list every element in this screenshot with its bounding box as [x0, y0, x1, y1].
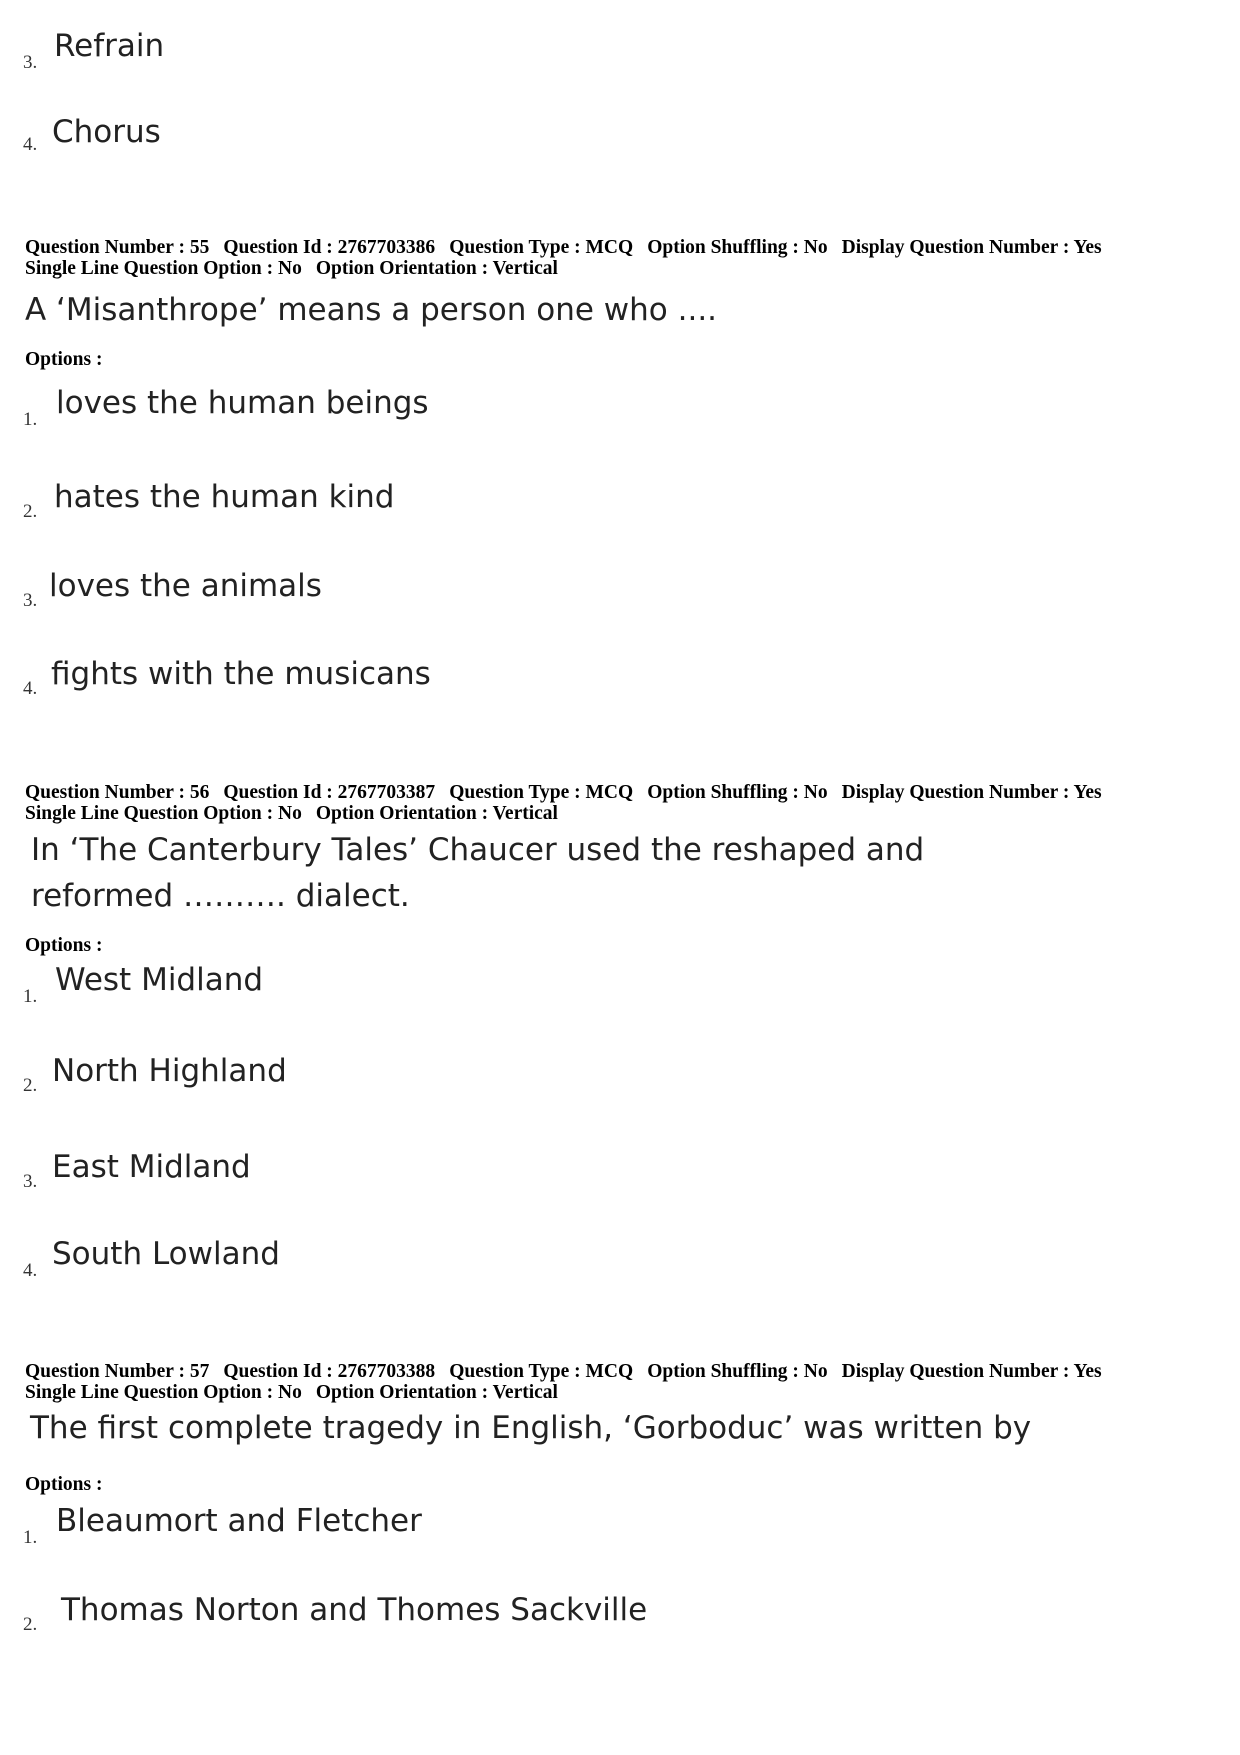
question-meta: [25, 782, 1116, 824]
option-text: Bleaumort and Fletcher: [56, 1503, 422, 1539]
question-text: [31, 827, 924, 919]
meta-single-line-option: Single Line Question Option : No: [25, 258, 302, 279]
meta-single-line-option: Single Line Question Option : No: [25, 1382, 302, 1403]
option-number: 4.: [23, 1260, 38, 1281]
option-text: Thomas Norton and Thomes Sackville: [61, 1592, 648, 1628]
meta-option-shuffling: Option Shuffling : No: [647, 1361, 828, 1382]
option-number: 2.: [23, 1614, 38, 1635]
option-number: 4.: [23, 678, 38, 699]
meta-display-question-number: Display Question Number : Yes: [841, 1361, 1102, 1382]
option-number: 1.: [23, 1527, 38, 1548]
option-number: 3.: [23, 1171, 38, 1192]
option-number: 3.: [23, 52, 38, 73]
meta-question-number: Question Number : 57: [25, 1361, 210, 1382]
meta-question-id: Question Id : 2767703387: [223, 782, 436, 803]
meta-question-number: Question Number : 56: [25, 782, 210, 803]
option-text: hates the human kind: [54, 479, 395, 515]
question-meta: [25, 237, 1116, 279]
question-line: reformed ………. dialect.: [31, 878, 410, 914]
question-meta: [25, 1361, 1116, 1403]
option-number: 3.: [23, 590, 38, 611]
option-number: 2.: [23, 1075, 38, 1096]
meta-option-orientation: Option Orientation : Vertical: [315, 1382, 558, 1403]
meta-option-orientation: Option Orientation : Vertical: [315, 803, 558, 824]
meta-display-question-number: Display Question Number : Yes: [841, 237, 1102, 258]
option-text: North Highland: [52, 1053, 287, 1089]
option-number: 4.: [23, 134, 38, 155]
question-line: A ‘Misanthrope’ means a person one who ....: [25, 292, 718, 328]
meta-single-line-option: Single Line Question Option : No: [25, 803, 302, 824]
options-label: Options :: [25, 349, 103, 370]
question-text: [25, 287, 717, 333]
meta-option-shuffling: Option Shuffling : No: [647, 782, 828, 803]
meta-question-id: Question Id : 2767703388: [223, 1361, 436, 1382]
question-text: [30, 1405, 1031, 1451]
option-number: 2.: [23, 501, 38, 522]
meta-option-shuffling: Option Shuffling : No: [647, 237, 828, 258]
question-line: The first complete tragedy in English, ‘Gorboduc’ was written by: [30, 1410, 1032, 1446]
question-line: In ‘The Canterbury Tales’ Chaucer used the reshaped and: [31, 832, 925, 868]
option-text: Chorus: [52, 114, 161, 150]
option-text: South Lowland: [52, 1236, 280, 1272]
option-text: East Midland: [52, 1149, 251, 1185]
meta-question-type: Question Type : MCQ: [449, 1361, 634, 1382]
meta-question-id: Question Id : 2767703386: [223, 237, 436, 258]
option-number: 1.: [23, 986, 38, 1007]
meta-question-type: Question Type : MCQ: [449, 237, 634, 258]
option-text: loves the human beings: [56, 385, 429, 421]
option-text: Refrain: [54, 28, 165, 64]
options-label: Options :: [25, 1474, 103, 1495]
meta-question-number: Question Number : 55: [25, 237, 210, 258]
option-text: fights with the musicans: [51, 656, 431, 692]
options-label: Options :: [25, 935, 103, 956]
option-text: loves the animals: [49, 568, 322, 604]
meta-question-type: Question Type : MCQ: [449, 782, 634, 803]
option-text: West Midland: [55, 962, 264, 998]
meta-display-question-number: Display Question Number : Yes: [841, 782, 1102, 803]
option-number: 1.: [23, 409, 38, 430]
meta-option-orientation: Option Orientation : Vertical: [315, 258, 558, 279]
